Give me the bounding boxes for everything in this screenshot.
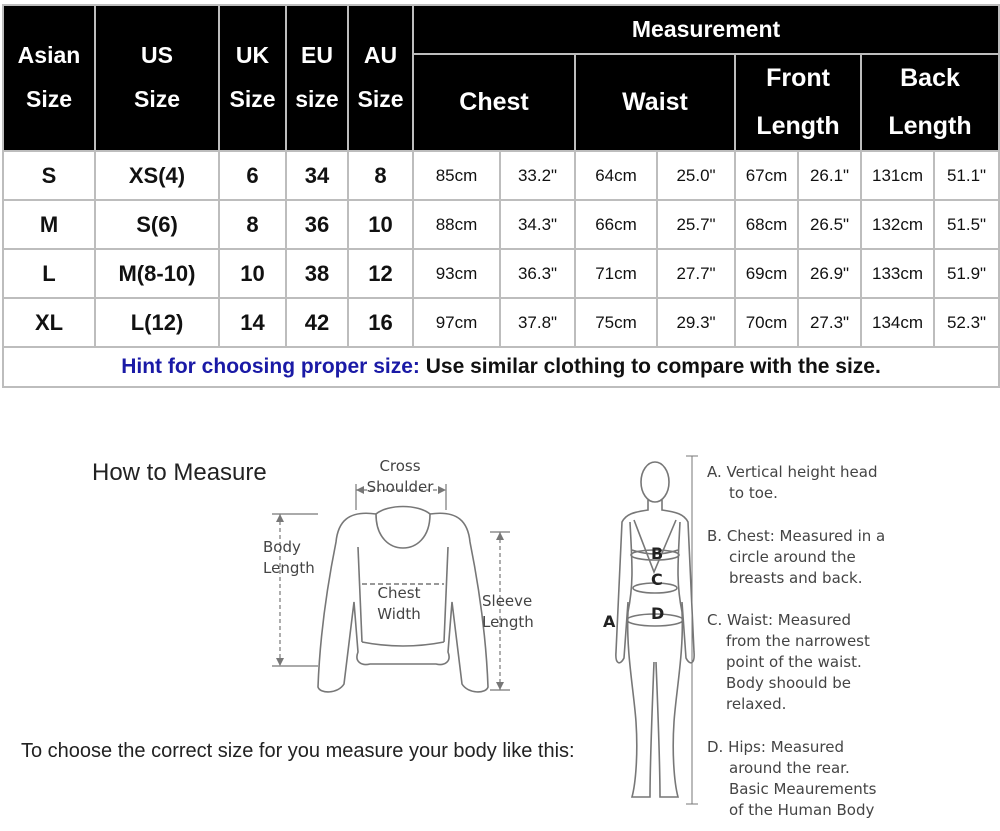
cell-waist-in: 25.7" (657, 200, 735, 249)
cell-eu: 34 (286, 151, 348, 200)
cell-front-in: 26.1" (798, 151, 861, 200)
cell-front-cm: 68cm (735, 200, 798, 249)
cell-waist-in: 27.7" (657, 249, 735, 298)
cell-back-cm: 132cm (861, 200, 934, 249)
header-measurement: Measurement (413, 5, 999, 54)
cell-au: 8 (348, 151, 413, 200)
cell-chest-in: 34.3" (500, 200, 575, 249)
header-au-size: AU Size (348, 5, 413, 151)
cell-waist-cm: 66cm (575, 200, 657, 249)
how-to-measure-title: How to Measure (92, 459, 267, 486)
cell-asian: M (3, 200, 95, 249)
cell-au: 12 (348, 249, 413, 298)
cell-back-in: 51.9" (934, 249, 999, 298)
cell-us: XS(4) (95, 151, 219, 200)
cell-front-cm: 69cm (735, 249, 798, 298)
cell-uk: 8 (219, 200, 286, 249)
cell-chest-cm: 93cm (413, 249, 500, 298)
table-row (3, 200, 999, 249)
marker-d: D (651, 604, 665, 623)
sleeve-length-label: Sleeve Length (482, 592, 534, 631)
note-c: C. Waist: Measured from the narrowest point of the waist. Body shoould be relaxed. (707, 611, 870, 713)
cell-back-in: 51.5" (934, 200, 999, 249)
body-figure (598, 452, 708, 812)
cell-back-in: 51.1" (934, 151, 999, 200)
choose-size-instruction: To choose the correct size for you measure your body like this: (21, 740, 575, 762)
cell-uk: 6 (219, 151, 286, 200)
cell-back-cm: 134cm (861, 298, 934, 347)
cell-front-in: 26.9" (798, 249, 861, 298)
cell-waist-cm: 71cm (575, 249, 657, 298)
marker-a: A (603, 612, 616, 631)
cell-us: L(12) (95, 298, 219, 347)
cell-au: 16 (348, 298, 413, 347)
cell-chest-in: 36.3" (500, 249, 575, 298)
cell-front-cm: 67cm (735, 151, 798, 200)
cross-shoulder-label: Cross Shoulder (366, 457, 434, 496)
cell-waist-cm: 64cm (575, 151, 657, 200)
cell-us: M(8-10) (95, 249, 219, 298)
header-back-length: Back Length (861, 54, 999, 151)
cell-waist-cm: 75cm (575, 298, 657, 347)
cell-asian: S (3, 151, 95, 200)
header-front-length: Front Length (735, 54, 861, 151)
cell-eu: 36 (286, 200, 348, 249)
header-uk-size: UK Size (219, 5, 286, 151)
note-d: D. Hips: Measured around the rear. Basic Meaurements of the Human Body (707, 738, 877, 819)
hint-text: Use similar clothing to compare with the size. (419, 355, 881, 378)
cell-chest-in: 37.8" (500, 298, 575, 347)
cell-back-cm: 133cm (861, 249, 934, 298)
cell-front-in: 26.5" (798, 200, 861, 249)
cell-au: 10 (348, 200, 413, 249)
cell-back-in: 52.3" (934, 298, 999, 347)
marker-b: B (651, 544, 664, 563)
cell-eu: 38 (286, 249, 348, 298)
cell-back-cm: 131cm (861, 151, 934, 200)
cell-front-cm: 70cm (735, 298, 798, 347)
table-row (3, 298, 999, 347)
size-hint (3, 347, 999, 387)
marker-c: C (651, 570, 663, 589)
header-eu-size: EU size (286, 5, 348, 151)
cell-us: S(6) (95, 200, 219, 249)
cell-chest-cm: 97cm (413, 298, 500, 347)
header-us-size: US Size (95, 5, 219, 151)
cell-chest-cm: 85cm (413, 151, 500, 200)
cell-uk: 10 (219, 249, 286, 298)
cell-waist-in: 25.0" (657, 151, 735, 200)
chest-width-label: Chest Width (377, 584, 421, 623)
cell-asian: L (3, 249, 95, 298)
size-chart-table (2, 4, 1000, 388)
header-waist: Waist (575, 54, 735, 151)
body-length-label: Body Length (263, 538, 315, 577)
cell-chest-in: 33.2" (500, 151, 575, 200)
header-chest: Chest (413, 54, 575, 151)
cell-front-in: 27.3" (798, 298, 861, 347)
note-b: B. Chest: Measured in a circle around the breasts and back. (707, 527, 886, 587)
table-row (3, 249, 999, 298)
cell-eu: 42 (286, 298, 348, 347)
table-row (3, 151, 999, 200)
note-a: A. Vertical height head to toe. (707, 463, 878, 502)
cell-waist-in: 29.3" (657, 298, 735, 347)
hint-label: Hint for choosing proper size: (121, 355, 420, 378)
cell-uk: 14 (219, 298, 286, 347)
cell-asian: XL (3, 298, 95, 347)
header-asian-size: Asian Size (3, 5, 95, 151)
cell-chest-cm: 88cm (413, 200, 500, 249)
